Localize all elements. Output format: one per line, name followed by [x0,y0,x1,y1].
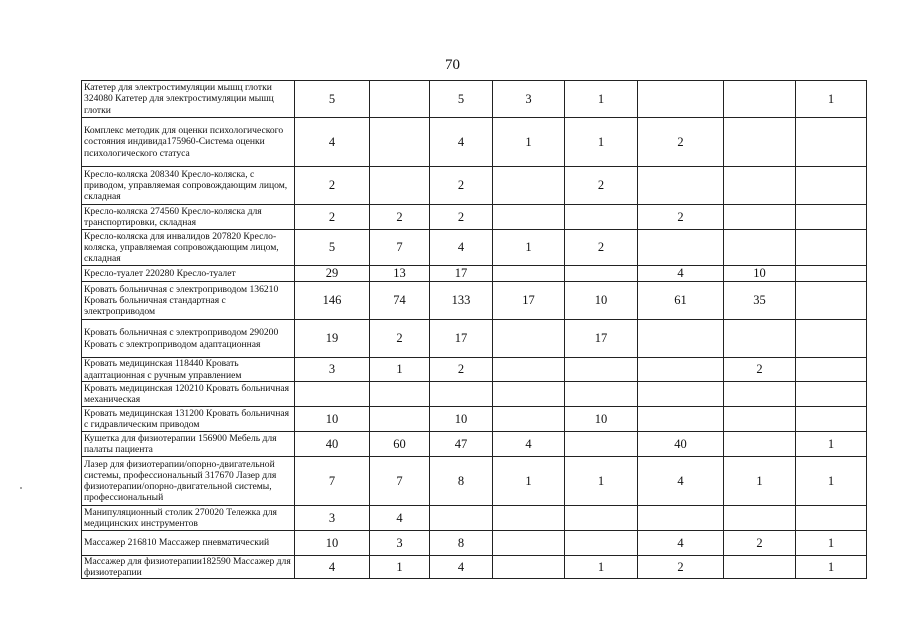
row-value-col-6: 4 [638,531,724,556]
row-value-col-7 [724,506,796,531]
row-value-col-7: 35 [724,282,796,320]
row-value-col-7 [724,230,796,266]
table-row [82,205,867,230]
row-value-col-6: 2 [638,205,724,230]
row-value-col-1: 29 [295,266,370,282]
row-value-col-6 [638,506,724,531]
row-value-col-6: 40 [638,432,724,457]
row-value-col-8: 1 [796,457,867,506]
row-value-col-1: 3 [295,358,370,382]
row-value-col-8 [796,382,867,407]
row-value-col-4 [493,266,565,282]
row-value-col-8 [796,407,867,432]
row-value-col-7 [724,382,796,407]
row-value-col-2 [370,118,430,167]
row-value-col-8 [796,320,867,358]
row-item-name: Катетер для электростимуляции мышц глотки 324080 Катетер для электростимуляции мышц глотки [82,81,295,118]
row-value-col-6 [638,230,724,266]
row-value-col-6 [638,167,724,205]
row-value-col-2: 2 [370,320,430,358]
row-value-col-8 [796,230,867,266]
row-value-col-5 [565,506,638,531]
row-value-col-2: 4 [370,506,430,531]
row-value-col-5 [565,205,638,230]
row-value-col-3: 17 [430,266,493,282]
row-value-col-6 [638,407,724,432]
row-value-col-8 [796,282,867,320]
row-item-name: Кровать больничная с электроприводом 290200 Кровать с электроприводом адаптационная [82,320,295,358]
row-value-col-2: 7 [370,230,430,266]
row-value-col-6: 2 [638,118,724,167]
row-item-name: Массажер 216810 Массажер пневматический [82,531,295,556]
scan-speck [20,487,22,489]
row-value-col-3: 4 [430,556,493,579]
row-value-col-4: 1 [493,457,565,506]
row-value-col-8: 1 [796,432,867,457]
row-value-col-8 [796,118,867,167]
row-value-col-3: 17 [430,320,493,358]
row-value-col-7 [724,432,796,457]
row-value-col-1: 10 [295,407,370,432]
row-value-col-8 [796,506,867,531]
row-value-col-3: 47 [430,432,493,457]
row-value-col-7: 2 [724,358,796,382]
row-value-col-1: 19 [295,320,370,358]
row-value-col-3: 8 [430,531,493,556]
row-value-col-5 [565,432,638,457]
table-row [82,167,867,205]
row-item-name: Кушетка для физиотерапии 156900 Мебель для палаты пациента [82,432,295,457]
table-body [82,81,867,579]
row-value-col-7 [724,118,796,167]
row-item-name: Кровать медицинская 118440 Кровать адаптационная с ручным управлением [82,358,295,382]
table-row [82,282,867,320]
row-value-col-5 [565,531,638,556]
row-value-col-7 [724,205,796,230]
row-value-col-1: 40 [295,432,370,457]
table-row [82,320,867,358]
row-value-col-5: 2 [565,230,638,266]
row-value-col-8: 1 [796,556,867,579]
row-value-col-3: 5 [430,81,493,118]
row-value-col-3: 8 [430,457,493,506]
row-value-col-8 [796,205,867,230]
table-row [82,230,867,266]
row-value-col-4: 17 [493,282,565,320]
row-value-col-3: 2 [430,358,493,382]
table-row [82,556,867,579]
table-row [82,81,867,118]
row-value-col-3 [430,382,493,407]
row-value-col-1: 7 [295,457,370,506]
row-value-col-3: 133 [430,282,493,320]
row-value-col-4 [493,205,565,230]
row-value-col-2 [370,382,430,407]
table-row [82,382,867,407]
row-value-col-4: 1 [493,230,565,266]
table-row [82,531,867,556]
row-value-col-7 [724,81,796,118]
row-value-col-4 [493,531,565,556]
row-value-col-6: 61 [638,282,724,320]
row-value-col-5: 10 [565,282,638,320]
row-value-col-2: 2 [370,205,430,230]
row-value-col-3 [430,506,493,531]
row-value-col-6: 4 [638,266,724,282]
row-value-col-6: 2 [638,556,724,579]
row-value-col-7: 1 [724,457,796,506]
row-value-col-5 [565,382,638,407]
row-value-col-4 [493,358,565,382]
row-value-col-1: 5 [295,230,370,266]
row-value-col-8 [796,167,867,205]
row-value-col-4 [493,407,565,432]
row-value-col-5: 1 [565,556,638,579]
row-value-col-8 [796,266,867,282]
row-value-col-6 [638,320,724,358]
row-value-col-2 [370,81,430,118]
row-value-col-5: 17 [565,320,638,358]
row-value-col-4: 3 [493,81,565,118]
row-value-col-6 [638,382,724,407]
row-value-col-1: 4 [295,118,370,167]
row-value-col-4 [493,506,565,531]
table-row [82,358,867,382]
row-item-name: Кресло-туалет 220280 Кресло-туалет [82,266,295,282]
row-value-col-5: 1 [565,457,638,506]
table-row [82,506,867,531]
row-value-col-3: 10 [430,407,493,432]
row-value-col-1: 2 [295,167,370,205]
row-value-col-4 [493,556,565,579]
row-value-col-7: 2 [724,531,796,556]
row-value-col-8: 1 [796,81,867,118]
row-value-col-1: 4 [295,556,370,579]
row-value-col-4 [493,320,565,358]
row-value-col-7 [724,407,796,432]
row-value-col-2: 1 [370,556,430,579]
row-value-col-4 [493,382,565,407]
row-value-col-2: 60 [370,432,430,457]
row-value-col-1: 10 [295,531,370,556]
table-row [82,432,867,457]
row-value-col-6 [638,358,724,382]
row-value-col-4: 1 [493,118,565,167]
row-value-col-2 [370,407,430,432]
row-value-col-3: 4 [430,230,493,266]
row-value-col-7 [724,320,796,358]
row-value-col-3: 2 [430,205,493,230]
row-value-col-5: 1 [565,118,638,167]
row-value-col-3: 4 [430,118,493,167]
row-value-col-6: 4 [638,457,724,506]
row-value-col-2: 3 [370,531,430,556]
row-value-col-7 [724,556,796,579]
row-value-col-5: 2 [565,167,638,205]
row-value-col-1 [295,382,370,407]
row-value-col-1: 2 [295,205,370,230]
row-value-col-4: 4 [493,432,565,457]
row-value-col-8 [796,358,867,382]
row-value-col-4 [493,167,565,205]
row-value-col-1: 146 [295,282,370,320]
row-value-col-8: 1 [796,531,867,556]
row-value-col-2: 74 [370,282,430,320]
row-value-col-7: 10 [724,266,796,282]
row-value-col-2: 13 [370,266,430,282]
row-item-name: Кресло-коляска 208340 Кресло-коляска, с приводом, управляемая сопровождающим лицом, складная [82,167,295,205]
table-row [82,118,867,167]
row-value-col-5: 10 [565,407,638,432]
equipment-table [81,80,867,579]
row-value-col-1: 3 [295,506,370,531]
row-item-name: Комплекс методик для оценки психологического состояния индивида175960-Система оценки психологического статуса [82,118,295,167]
row-item-name: Лазер для физиотерапии/опорно-двигательной системы, профессиональный 317670 Лазер для физиотерапии/опорно-двигательной системы, профессиональный [82,457,295,506]
row-value-col-7 [724,167,796,205]
row-item-name: Кресло-коляска для инвалидов 207820 Кресло-коляска, управляемая сопровождающим лицом, складная [82,230,295,266]
row-value-col-2 [370,167,430,205]
row-value-col-5 [565,358,638,382]
row-value-col-5 [565,266,638,282]
row-value-col-1: 5 [295,81,370,118]
row-item-name: Кресло-коляска 274560 Кресло-коляска для транспортировки, складная [82,205,295,230]
table-row [82,407,867,432]
row-value-col-3: 2 [430,167,493,205]
row-value-col-2: 7 [370,457,430,506]
row-item-name: Массажер для физиотерапии182590 Массажер для физиотерапии [82,556,295,579]
row-value-col-2: 1 [370,358,430,382]
row-value-col-6 [638,81,724,118]
page-number: 70 [445,57,460,73]
row-item-name: Кровать больничная с электроприводом 136210 Кровать больничная стандартная с электроприводом [82,282,295,320]
row-item-name: Манипуляционный столик 270020 Тележка для медицинских инструментов [82,506,295,531]
row-item-name: Кровать медицинская 131200 Кровать больничная с гидравлическим приводом [82,407,295,432]
row-item-name: Кровать медицинская 120210 Кровать больничная механическая [82,382,295,407]
table-row [82,457,867,506]
row-value-col-5: 1 [565,81,638,118]
table-row [82,266,867,282]
